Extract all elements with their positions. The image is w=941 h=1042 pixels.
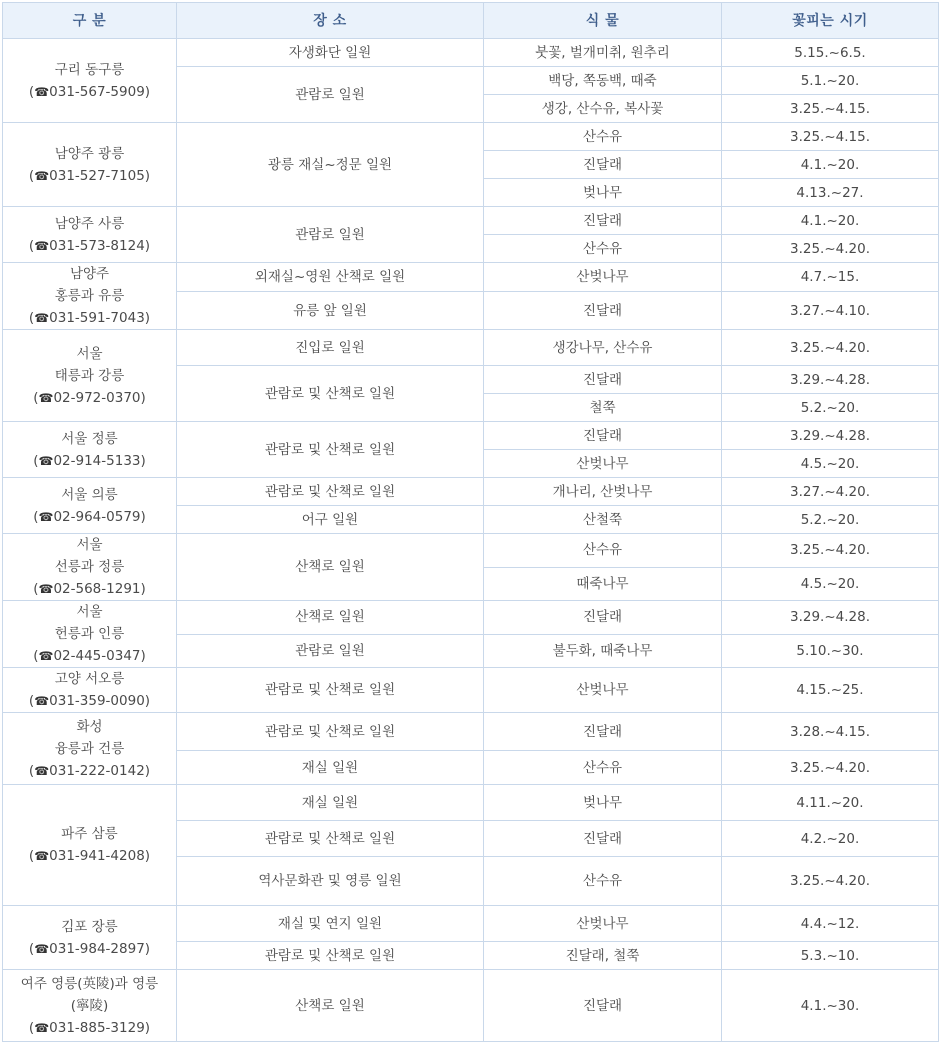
phone-line: (☎031-591-7043) (28, 310, 151, 326)
phone-icon: ☎ (38, 582, 54, 596)
category-cell (3, 668, 177, 713)
bloom-period-cell: 3.27.~4.10. (722, 292, 939, 330)
category-name: 파주 삼릉 (61, 826, 118, 842)
phone-number: 031-984-2897 (49, 940, 145, 957)
category-cell (3, 207, 177, 263)
phone-icon: ☎ (38, 390, 54, 405)
phone-line: (☎031-222-0142) (28, 762, 151, 779)
category-name: 서울 (76, 537, 103, 553)
table-row (3, 330, 939, 366)
category-name: 서울 (76, 345, 103, 362)
bloom-period-cell: 3.27.~4.20. (722, 478, 939, 506)
place-cell: 관람로 및 산책로 일원 (177, 821, 484, 857)
plant-cell: 붓꽃, 벌개미취, 원추리 (484, 39, 722, 67)
phone-icon: ☎ (34, 84, 50, 99)
place-cell: 자생화단 일원 (177, 39, 484, 67)
place-cell: 관람로 및 산책로 일원 (177, 422, 484, 478)
plant-cell: 진달래 (484, 713, 722, 751)
flower-schedule-table (2, 2, 939, 1042)
plant-cell: 백당, 쪽동백, 때죽 (484, 67, 722, 95)
table-row (3, 123, 939, 151)
bloom-period-cell: 3.28.~4.15. (722, 713, 939, 751)
bloom-period-cell: 4.5.~20. (722, 450, 939, 478)
bloom-period-cell: 3.25.~4.20. (722, 534, 939, 568)
plant-cell: 산벚나무 (484, 906, 722, 942)
plant-cell: 생강, 산수유, 복사꽃 (484, 95, 722, 123)
table-row (3, 422, 939, 450)
plant-cell: 산철쭉 (484, 506, 722, 534)
bloom-period-cell: 5.2.~20. (722, 394, 939, 422)
bloom-period-cell: 3.25.~4.15. (722, 95, 939, 123)
bloom-period-cell: 3.25.~4.20. (722, 330, 939, 366)
place-cell: 관람로 및 산책로 일원 (177, 713, 484, 751)
plant-cell: 진달래 (484, 151, 722, 179)
phone-icon: ☎ (34, 238, 50, 253)
phone-number: 031-567-5909 (49, 83, 145, 100)
table-row (3, 906, 939, 942)
phone-icon: ☎ (34, 694, 50, 708)
category-name: 헌릉과 인릉 (54, 626, 125, 642)
phone-icon: ☎ (38, 453, 54, 468)
header-bloom-period: 꽃피는 시기 (722, 3, 939, 39)
table-row (3, 601, 939, 635)
phone-line: (☎02-972-0370) (33, 389, 146, 406)
category-cell (3, 713, 177, 785)
bloom-period-cell: 3.25.~4.20. (722, 857, 939, 906)
header-place: 장 소 (177, 3, 484, 39)
plant-cell: 진달래 (484, 422, 722, 450)
phone-line: (☎031-527-7105) (28, 167, 151, 184)
phone-number: 031-527-7105 (49, 167, 145, 184)
place-cell: 역사문화관 및 영릉 일원 (177, 857, 484, 906)
plant-cell: 산벚나무 (484, 450, 722, 478)
header-category: 구 분 (3, 3, 177, 39)
bloom-period-cell: 3.29.~4.28. (722, 601, 939, 635)
plant-cell: 산수유 (484, 857, 722, 906)
place-cell: 재실 및 연지 일원 (177, 906, 484, 942)
category-name: 서울 (76, 604, 103, 620)
bloom-period-cell: 4.13.~27. (722, 179, 939, 207)
phone-line: (☎031-984-2897) (28, 940, 151, 957)
phone-line: (☎031-941-4208) (28, 848, 151, 864)
phone-number: 02-914-5133 (53, 452, 141, 469)
bloom-period-cell: 4.1.~30. (722, 970, 939, 1042)
phone-number: 02-568-1291 (53, 581, 141, 597)
phone-number: 02-972-0370 (53, 389, 141, 406)
plant-cell: 벚나무 (484, 179, 722, 207)
table-row (3, 713, 939, 751)
category-cell (3, 39, 177, 123)
plant-cell: 때죽나무 (484, 567, 722, 601)
category-cell (3, 906, 177, 970)
bloom-period-cell: 5.1.~20. (722, 67, 939, 95)
bloom-period-cell: 5.10.~30. (722, 634, 939, 668)
plant-cell: 산수유 (484, 235, 722, 263)
phone-icon: ☎ (38, 509, 54, 524)
phone-icon: ☎ (34, 849, 50, 863)
bloom-period-cell: 4.4.~12. (722, 906, 939, 942)
category-name: 남양주 (69, 266, 110, 282)
phone-line: (☎02-964-0579) (33, 508, 146, 525)
phone-number: 031-222-0142 (49, 762, 145, 779)
category-cell (3, 422, 177, 478)
plant-cell: 벚나무 (484, 785, 722, 821)
header-row (3, 3, 939, 39)
phone-line: (☎02-914-5133) (33, 452, 146, 469)
phone-line: (☎031-885-3129) (28, 1019, 151, 1036)
category-cell (3, 785, 177, 906)
phone-number: 031-591-7043 (49, 310, 145, 326)
place-cell: 진입로 일원 (177, 330, 484, 366)
category-name: 서울 의릉 (61, 486, 118, 503)
phone-line: (☎02-445-0347) (33, 648, 146, 664)
plant-cell: 산벚나무 (484, 668, 722, 713)
place-cell: 관람로 및 산책로 일원 (177, 942, 484, 970)
bloom-period-cell: 3.29.~4.28. (722, 422, 939, 450)
category-name: 홍릉과 유릉 (54, 288, 125, 304)
plant-cell: 진달래 (484, 292, 722, 330)
plant-cell: 산벚나무 (484, 263, 722, 292)
bloom-period-cell: 4.1.~20. (722, 207, 939, 235)
category-cell (3, 534, 177, 601)
category-cell (3, 601, 177, 668)
bloom-period-cell: 4.1.~20. (722, 151, 939, 179)
phone-number: 031-885-3129 (49, 1019, 145, 1036)
plant-cell: 진달래 (484, 601, 722, 635)
plant-cell: 진달래 (484, 970, 722, 1042)
table-row (3, 207, 939, 235)
category-name: 융릉과 건릉 (54, 740, 125, 757)
place-cell: 외재실~영원 산책로 일원 (177, 263, 484, 292)
place-cell: 어구 일원 (177, 506, 484, 534)
category-name: 화성 (76, 718, 103, 735)
table-body (3, 39, 939, 1042)
phone-icon: ☎ (34, 168, 50, 183)
phone-line: (☎031-359-0090) (28, 693, 151, 709)
category-cell (3, 330, 177, 422)
category-cell (3, 970, 177, 1042)
phone-line: (☎031-573-8124) (28, 237, 151, 254)
category-name: (寧陵) (70, 997, 109, 1014)
plant-cell: 철쭉 (484, 394, 722, 422)
plant-cell: 진달래, 철쭉 (484, 942, 722, 970)
bloom-period-cell: 3.25.~4.20. (722, 751, 939, 785)
place-cell: 관람로 일원 (177, 207, 484, 263)
bloom-period-cell: 3.25.~4.20. (722, 235, 939, 263)
table-row (3, 534, 939, 568)
plant-cell: 산수유 (484, 534, 722, 568)
place-cell: 산책로 일원 (177, 534, 484, 601)
table-row (3, 478, 939, 506)
bloom-period-cell: 5.3.~10. (722, 942, 939, 970)
place-cell: 광릉 재실~정문 일원 (177, 123, 484, 207)
phone-line: (☎02-568-1291) (33, 581, 146, 597)
plant-cell: 불두화, 때죽나무 (484, 634, 722, 668)
bloom-period-cell: 5.2.~20. (722, 506, 939, 534)
phone-icon: ☎ (34, 311, 50, 325)
place-cell: 관람로 및 산책로 일원 (177, 366, 484, 422)
category-name: 선릉과 정릉 (54, 559, 125, 575)
bloom-period-cell: 3.25.~4.15. (722, 123, 939, 151)
place-cell: 관람로 및 산책로 일원 (177, 478, 484, 506)
bloom-period-cell: 4.11.~20. (722, 785, 939, 821)
plant-cell: 산수유 (484, 123, 722, 151)
place-cell: 관람로 일원 (177, 67, 484, 123)
phone-icon: ☎ (34, 941, 50, 956)
phone-line: (☎031-567-5909) (28, 83, 151, 100)
bloom-period-cell: 4.2.~20. (722, 821, 939, 857)
bloom-period-cell: 4.5.~20. (722, 567, 939, 601)
table-row (3, 263, 939, 292)
phone-number: 031-359-0090 (49, 693, 145, 709)
place-cell: 관람로 일원 (177, 634, 484, 668)
category-cell (3, 478, 177, 534)
category-name: 태릉과 강릉 (54, 367, 125, 384)
table-row (3, 970, 939, 1042)
plant-cell: 생강나무, 산수유 (484, 330, 722, 366)
place-cell: 산책로 일원 (177, 601, 484, 635)
phone-number: 031-941-4208 (49, 848, 145, 864)
phone-number: 02-964-0579 (53, 508, 141, 525)
place-cell: 유릉 앞 일원 (177, 292, 484, 330)
phone-number: 02-445-0347 (53, 648, 141, 664)
plant-cell: 진달래 (484, 366, 722, 394)
category-name: 여주 영릉(英陵)과 영릉 (20, 975, 159, 992)
table-row (3, 785, 939, 821)
category-name: 구리 동구릉 (54, 61, 125, 78)
header-plant: 식 물 (484, 3, 722, 39)
table-row (3, 39, 939, 67)
category-name: 김포 장릉 (61, 918, 118, 935)
category-cell (3, 263, 177, 330)
bloom-period-cell: 3.29.~4.28. (722, 366, 939, 394)
bloom-period-cell: 4.15.~25. (722, 668, 939, 713)
phone-icon: ☎ (38, 649, 54, 663)
category-name: 남양주 광릉 (54, 145, 125, 162)
bloom-period-cell: 4.7.~15. (722, 263, 939, 292)
plant-cell: 진달래 (484, 821, 722, 857)
place-cell: 재실 일원 (177, 751, 484, 785)
plant-cell: 개나리, 산벚나무 (484, 478, 722, 506)
category-name: 남양주 사릉 (54, 215, 125, 232)
category-cell (3, 123, 177, 207)
plant-cell: 산수유 (484, 751, 722, 785)
phone-icon: ☎ (34, 1020, 50, 1035)
table-row (3, 668, 939, 713)
place-cell: 산책로 일원 (177, 970, 484, 1042)
category-name: 서울 정릉 (61, 430, 118, 447)
plant-cell: 진달래 (484, 207, 722, 235)
phone-icon: ☎ (34, 763, 50, 778)
phone-number: 031-573-8124 (49, 237, 145, 254)
bloom-period-cell: 5.15.~6.5. (722, 39, 939, 67)
place-cell: 관람로 및 산책로 일원 (177, 668, 484, 713)
category-name: 고양 서오릉 (54, 671, 125, 687)
place-cell: 재실 일원 (177, 785, 484, 821)
